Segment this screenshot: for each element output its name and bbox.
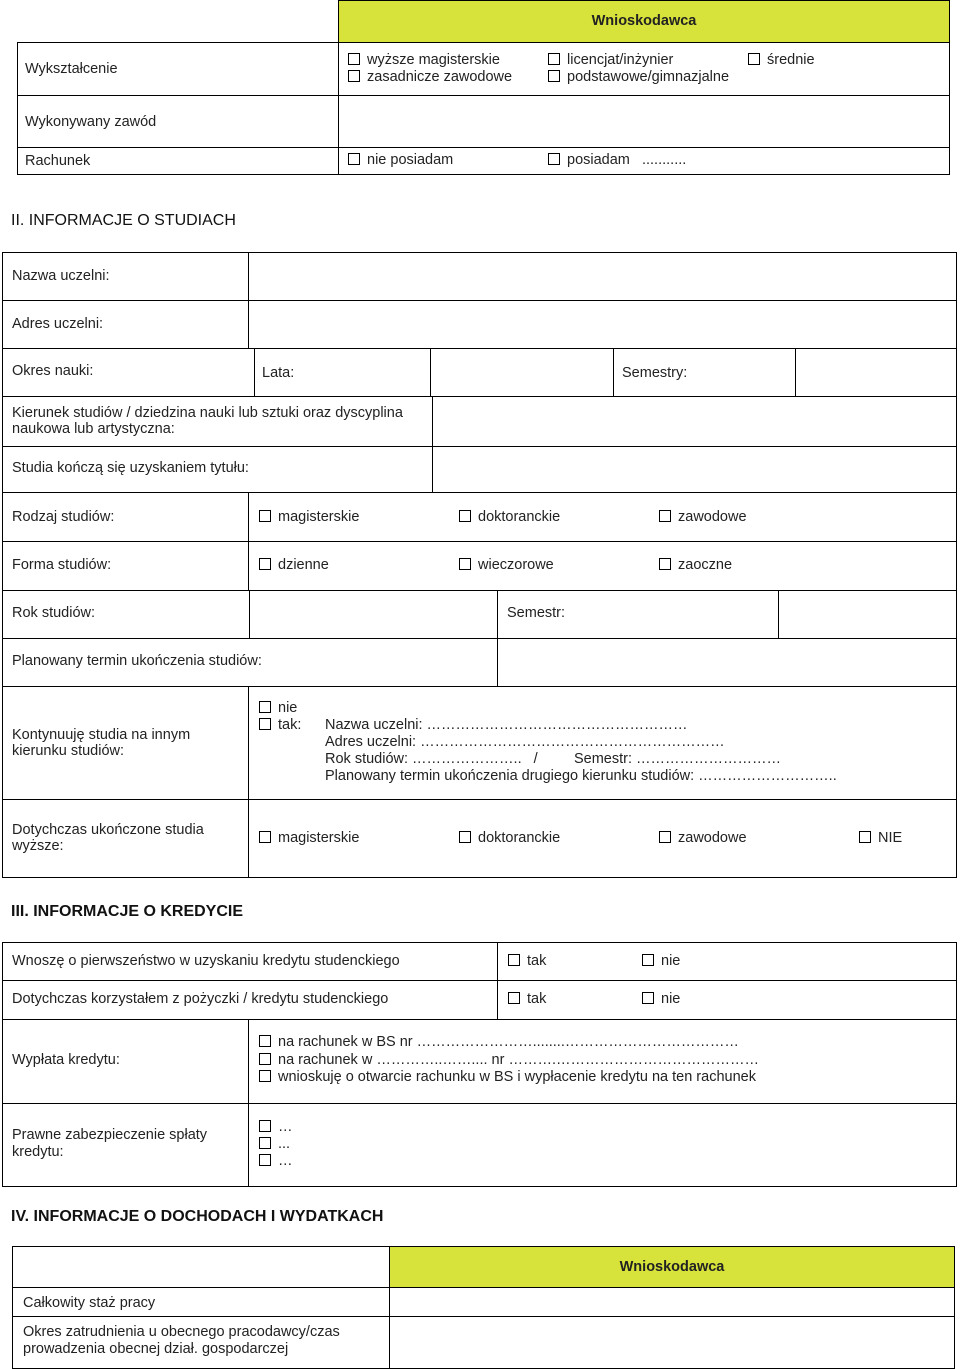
semesters-input[interactable] (795, 348, 957, 397)
other-planned-line[interactable]: Planowany termin ukończenia drugiego kierunku studiów: ……………………….. (325, 768, 837, 784)
study-form-label: Forma studiów: (12, 557, 112, 573)
other-uni-address-line[interactable]: Adres uczelni: ……………………………………………………… (325, 734, 725, 750)
completed-option-vocational[interactable]: zawodowe (659, 830, 747, 847)
profession-input-cell[interactable] (338, 95, 950, 148)
education-option-secondary[interactable]: średnie (748, 52, 815, 69)
checkbox-icon[interactable] (548, 153, 560, 165)
checkbox-icon[interactable] (259, 558, 271, 570)
education-option-vocational[interactable]: zasadnicze zawodowe (348, 69, 512, 86)
checkbox-icon[interactable] (259, 1035, 271, 1047)
previous-loan-option-yes[interactable]: tak (508, 991, 546, 1008)
years-input[interactable] (430, 348, 614, 397)
completed-option-master[interactable]: magisterskie (259, 830, 359, 847)
checkbox-icon[interactable] (259, 510, 271, 522)
study-type-option-doctoral[interactable]: doktoranckie (459, 509, 560, 526)
payout-option-bs-account[interactable]: na rachunek w BS nr ……………………........……………………………… (259, 1034, 739, 1051)
checkbox-icon[interactable] (748, 53, 760, 65)
education-option-higher[interactable]: wyższe magisterskie (348, 52, 500, 69)
checkbox-icon[interactable] (259, 1053, 271, 1065)
previous-loan-options-cell (497, 980, 957, 1020)
checkbox-icon[interactable] (459, 558, 471, 570)
checkbox-icon[interactable] (259, 1154, 271, 1166)
other-field-label: Kontynuuję studia na innym kierunku studiów: (12, 727, 191, 759)
account-label: Rachunek (25, 153, 91, 169)
checkbox-icon[interactable] (259, 1070, 271, 1082)
priority-option-yes[interactable]: tak (508, 953, 546, 970)
account-trailing: ........... (641, 152, 687, 168)
seniority-label: Całkowity staż pracy (23, 1295, 156, 1311)
employment-input[interactable] (389, 1316, 955, 1369)
checkbox-icon[interactable] (659, 831, 671, 843)
applicant-header: Wnioskodawca (591, 13, 697, 29)
study-type-label: Rodzaj studiów: (12, 509, 115, 525)
section-3-title: III. INFORMACJE O KREDYCIE (11, 903, 244, 920)
education-option-primary[interactable]: podstawowe/gimnazjalne (548, 69, 729, 86)
checkbox-icon[interactable] (659, 558, 671, 570)
checkbox-icon[interactable] (259, 701, 271, 713)
uni-name-input[interactable] (248, 252, 957, 301)
priority-option-no[interactable]: nie (642, 953, 680, 970)
year-label: Rok studiów: (12, 605, 96, 621)
security-option-2[interactable]: ... (259, 1136, 290, 1153)
checkbox-icon[interactable] (859, 831, 871, 843)
checkbox-icon[interactable] (259, 1120, 271, 1132)
checkbox-icon[interactable] (259, 831, 271, 843)
checkbox-icon[interactable] (259, 1137, 271, 1149)
payout-option-open-account[interactable]: wnioskuję o otwarcie rachunku w BS i wypłacenie kredytu na ten rachunek (259, 1069, 756, 1086)
field-input[interactable] (432, 396, 957, 447)
completed-option-none[interactable]: NIE (859, 830, 902, 847)
checkbox-icon[interactable] (548, 53, 560, 65)
profession-label: Wykonywany zawód (25, 114, 157, 130)
security-option-1[interactable]: … (259, 1119, 293, 1136)
section-2-title: II. INFORMACJE O STUDIACH (11, 212, 236, 229)
checkbox-icon[interactable] (459, 831, 471, 843)
checkbox-icon[interactable] (548, 70, 560, 82)
checkbox-icon[interactable] (459, 510, 471, 522)
security-options-cell (248, 1103, 957, 1187)
payout-option-other-account[interactable]: na rachunek w …………..…….... nr ……….…………………………………… (259, 1052, 759, 1069)
account-option-has[interactable]: posiadam ........... (548, 152, 686, 169)
semester-input[interactable] (778, 590, 957, 639)
other-field-details (325, 717, 837, 785)
uni-address-input[interactable] (248, 300, 957, 349)
study-type-option-master[interactable]: magisterskie (259, 509, 359, 526)
security-option-3[interactable]: … (259, 1153, 293, 1170)
planned-input[interactable] (497, 638, 957, 687)
previous-loan-option-no[interactable]: nie (642, 991, 680, 1008)
employment-label: Okres zatrudnienia u obecnego pracodawcy/czas prowadzenia obecnej dział. gospodarczej (23, 1324, 340, 1357)
study-type-option-vocational[interactable]: zawodowe (659, 509, 747, 526)
education-option-bachelor[interactable]: licencjat/inżynier (548, 52, 673, 69)
account-option-none[interactable]: nie posiadam (348, 152, 453, 169)
checkbox-icon[interactable] (659, 510, 671, 522)
study-form-option-evening[interactable]: wieczorowe (459, 557, 554, 574)
uni-address-label: Adres uczelni: (12, 316, 104, 332)
study-form-option-daytime[interactable]: dzienne (259, 557, 329, 574)
degree-label: Studia kończą się uzyskaniem tytułu: (12, 460, 249, 476)
other-field-option-no[interactable]: nie (259, 700, 297, 717)
uni-name-label: Nazwa uczelni: (12, 268, 110, 284)
security-label: Prawne zabezpieczenie spłaty kredytu: (12, 1127, 208, 1160)
education-label: Wykształcenie (25, 61, 118, 77)
income-blank-header-cell (12, 1246, 390, 1288)
field-label: Kierunek studiów / dziedzina nauki lub sztuki oraz dyscyplina naukowa lub artystyczna: (12, 405, 403, 437)
checkbox-icon[interactable] (259, 718, 271, 730)
other-uni-name-line[interactable]: Nazwa uczelni: ……………………………………………… (325, 717, 688, 733)
checkbox-icon[interactable] (348, 53, 360, 65)
other-year-line[interactable]: Rok studiów: ………………….. / Semestr: ………………………… (325, 751, 782, 767)
study-form-options-cell (248, 541, 957, 591)
study-form-option-extramural[interactable]: zaoczne (659, 557, 732, 574)
semesters-label: Semestry: (622, 365, 688, 381)
checkbox-icon[interactable] (348, 70, 360, 82)
checkbox-icon[interactable] (508, 992, 520, 1004)
priority-options-cell (497, 942, 957, 981)
planned-label: Planowany termin ukończenia studiów: (12, 653, 262, 669)
years-label: Lata: (262, 365, 295, 381)
priority-label: Wnoszę o pierwszeństwo w uzyskaniu kredytu studenckiego (12, 953, 400, 969)
previous-loan-label: Dotychczas korzystałem z pożyczki / kredytu studenckiego (12, 991, 389, 1007)
year-input[interactable] (249, 590, 498, 639)
checkbox-icon[interactable] (508, 954, 520, 966)
income-applicant-header: Wnioskodawca (619, 1259, 725, 1275)
completed-option-doctoral[interactable]: doktoranckie (459, 830, 560, 847)
completed-label: Dotychczas ukończone studia wyższe: (12, 822, 204, 854)
seniority-input[interactable] (389, 1287, 955, 1317)
semester-label: Semestr: (507, 605, 566, 621)
period-label: Okres nauki: (12, 363, 94, 379)
checkbox-icon[interactable] (642, 992, 654, 1004)
section-4-title: IV. INFORMACJE O DOCHODACH I WYDATKACH (11, 1208, 384, 1225)
checkbox-icon[interactable] (642, 954, 654, 966)
other-field-option-yes[interactable]: tak: (259, 717, 301, 734)
checkbox-icon[interactable] (348, 153, 360, 165)
degree-input[interactable] (432, 446, 957, 493)
payout-label: Wypłata kredytu: (12, 1052, 120, 1068)
